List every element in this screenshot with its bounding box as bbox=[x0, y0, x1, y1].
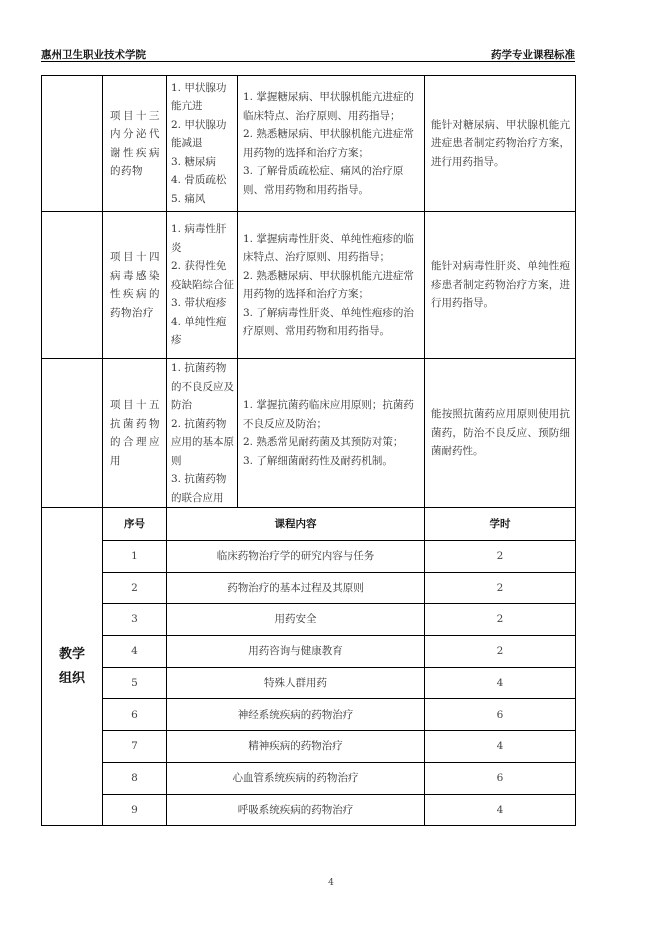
section-label-cell bbox=[42, 359, 103, 508]
topic-item: 1. 抗菌药物的不良反应及防治 bbox=[171, 362, 234, 411]
project-ability: 能针对糖尿病、甲状腺机能亢进症患者制定药物治疗方案，进行用药指导。 bbox=[425, 76, 576, 212]
table-row bbox=[42, 636, 576, 668]
topic-item: 2. 抗菌药物应用的基本原则 bbox=[171, 417, 234, 467]
topic-item: 2. 获得性免疫缺陷综合征 bbox=[171, 260, 234, 291]
row-content: 用药安全 bbox=[167, 604, 425, 636]
section-label-cell bbox=[42, 212, 103, 359]
row-hours: 4 bbox=[425, 794, 576, 826]
table-row bbox=[42, 794, 576, 826]
project-name: 项目十五抗菌药物的合理应用 bbox=[103, 359, 167, 508]
course-standard-table bbox=[41, 75, 576, 826]
topic-item: 1. 病毒性肝炎 bbox=[171, 223, 227, 254]
table-row bbox=[42, 699, 576, 731]
goal-item: 1. 掌握病毒性肝炎、单纯性疱疹的临床特点、治疗原则、用药指导； bbox=[243, 232, 414, 263]
project-row bbox=[42, 359, 576, 508]
row-content: 临床药物治疗学的研究内容与任务 bbox=[167, 541, 425, 573]
topic-item: 3. 糖尿病 bbox=[171, 155, 216, 168]
row-num: 2 bbox=[103, 572, 167, 604]
goal-item: 1. 掌握抗菌药临床应用原则；抗菌药不良反应及防治； bbox=[243, 399, 414, 430]
goal-item: 3. 了解病毒性肝炎、单纯性疱疹的治疗原则、常用药物和用药指导。 bbox=[243, 306, 414, 337]
table-row bbox=[42, 731, 576, 763]
topic-item: 1. 甲状腺功能亢进 bbox=[171, 81, 227, 113]
row-content: 特殊人群用药 bbox=[167, 667, 425, 699]
project-name: 项目十四病毒感染性疾病的药物治疗 bbox=[103, 212, 167, 359]
table-row bbox=[42, 604, 576, 636]
page-number: 4 bbox=[328, 878, 334, 888]
goal-item: 2. 熟悉常见耐药菌及其预防对策； bbox=[243, 436, 404, 448]
goal-item: 2. 熟悉糖尿病、甲状腺机能亢进症常用药物的选择和治疗方案； bbox=[243, 128, 414, 159]
row-num: 3 bbox=[103, 604, 167, 636]
table-row bbox=[42, 572, 576, 604]
row-hours: 6 bbox=[425, 762, 576, 794]
organization-header-row bbox=[42, 508, 576, 541]
project-topics bbox=[167, 212, 238, 359]
project-goals bbox=[238, 212, 425, 359]
row-num: 4 bbox=[103, 636, 167, 668]
row-num: 1 bbox=[103, 541, 167, 573]
topic-item: 2. 甲状腺功能减退 bbox=[171, 118, 227, 150]
goal-item: 3. 了解骨质疏松症、痛风的治疗原则、常用药物和用药指导。 bbox=[243, 165, 404, 196]
column-header-hours: 学时 bbox=[425, 508, 576, 541]
row-hours: 4 bbox=[425, 731, 576, 763]
table-row bbox=[42, 762, 576, 794]
project-row bbox=[42, 76, 576, 212]
column-header-content: 课程内容 bbox=[167, 508, 425, 541]
row-num: 5 bbox=[103, 667, 167, 699]
row-content: 神经系统疾病的药物治疗 bbox=[167, 699, 425, 731]
project-ability: 能针对病毒性肝炎、单纯性疱疹患者制定药物治疗方案，进行用药指导。 bbox=[425, 212, 576, 359]
school-name: 惠州卫生职业技术学院 bbox=[41, 49, 146, 61]
teaching-organization-label: 教学组织 bbox=[42, 508, 103, 826]
row-num: 9 bbox=[103, 794, 167, 826]
row-content: 精神疾病的药物治疗 bbox=[167, 731, 425, 763]
topic-item: 4. 骨质疏松 bbox=[171, 174, 227, 187]
page-header bbox=[41, 44, 575, 62]
row-num: 8 bbox=[103, 762, 167, 794]
row-hours: 6 bbox=[425, 699, 576, 731]
row-content: 用药咨询与健康教育 bbox=[167, 636, 425, 668]
project-goals bbox=[238, 76, 425, 212]
project-name: 项目十三内分泌代谢性疾病的药物 bbox=[103, 76, 167, 212]
project-topics bbox=[167, 76, 238, 212]
table-row bbox=[42, 541, 576, 573]
topic-item: 5. 痛风 bbox=[171, 192, 206, 205]
column-header-num: 序号 bbox=[103, 508, 167, 541]
row-content: 呼吸系统疾病的药物治疗 bbox=[167, 794, 425, 826]
document-title: 药学专业课程标准 bbox=[491, 49, 575, 61]
project-goals bbox=[238, 359, 425, 508]
row-content: 药物治疗的基本过程及其原则 bbox=[167, 572, 425, 604]
row-hours: 2 bbox=[425, 541, 576, 573]
row-content: 心血管系统疾病的药物治疗 bbox=[167, 762, 425, 794]
project-row bbox=[42, 212, 576, 359]
goal-item: 3. 了解细菌耐药性及耐药机制。 bbox=[243, 454, 393, 467]
row-hours: 2 bbox=[425, 572, 576, 604]
section-label-cell bbox=[42, 76, 103, 212]
row-num: 7 bbox=[103, 731, 167, 763]
topic-item: 3. 抗菌药物的联合应用 bbox=[171, 473, 227, 504]
project-topics bbox=[167, 359, 238, 508]
project-ability: 能按照抗菌药应用原则使用抗菌药，防治不良反应、预防细菌耐药性。 bbox=[425, 359, 576, 508]
goal-item: 2. 熟悉糖尿病、甲状腺机能亢进症常用药物的选择和治疗方案； bbox=[243, 269, 414, 300]
row-hours: 2 bbox=[425, 636, 576, 668]
row-hours: 2 bbox=[425, 604, 576, 636]
row-hours: 4 bbox=[425, 667, 576, 699]
topic-item: 3. 带状疱疹 bbox=[171, 297, 227, 310]
row-num: 6 bbox=[103, 699, 167, 731]
topic-item: 4. 单纯性疱疹 bbox=[171, 315, 227, 347]
goal-item: 1. 掌握糖尿病、甲状腺机能亢进症的临床特点、治疗原则、用药指导； bbox=[243, 91, 414, 122]
table-row bbox=[42, 667, 576, 699]
